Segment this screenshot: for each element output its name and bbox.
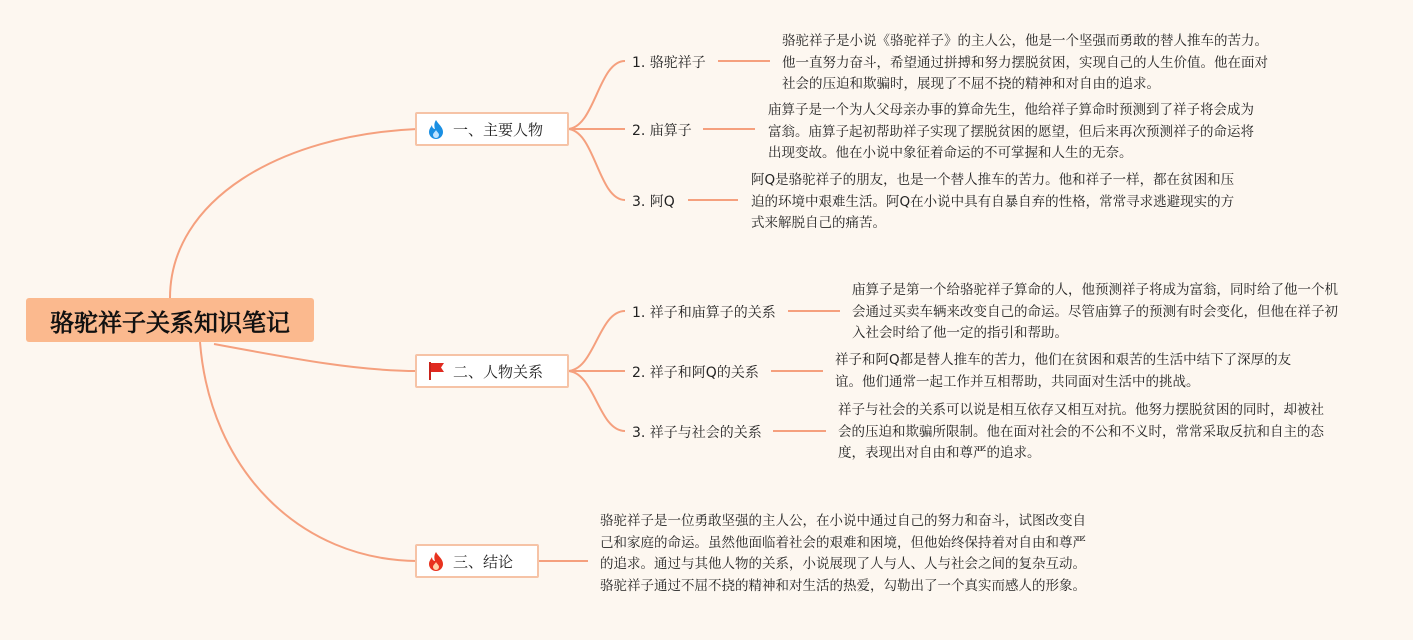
branch-label: 三、结论 bbox=[453, 552, 514, 571]
root-title: 骆驼祥子关系知识笔记 bbox=[50, 308, 290, 337]
subnode-miaosuanzi[interactable]: 2. 庙算子 bbox=[632, 123, 692, 139]
branch-label: 一、主要人物 bbox=[453, 120, 544, 139]
connector-b1-s3 bbox=[567, 129, 625, 200]
connector-root-b1 bbox=[170, 129, 417, 298]
branch-label: 二、人物关系 bbox=[453, 362, 544, 381]
desc-xiangzi: 骆驼祥子是小说《骆驼祥子》的主人公，他是一个坚强而勇敢的替人推车的苦力。他一直努力奋斗，希望通过拼搏和努力摆脱贫困，实现自己的人生价值。他在面对社会的压迫和欺骗时，展现了不屈不挠的精神和对自由的追求。 bbox=[782, 33, 1268, 92]
root-node[interactable] bbox=[26, 298, 314, 342]
desc-miaosuanzi: 庙算子是一个为人父母亲办事的算命先生，他给祥子算命时预测到了祥子将会成为富翁。庙算子起初帮助祥子实现了摆脱贫困的愿望，但后来再次预测祥子的命运将出现变故。他在小说中象征着命运的不可掌握和人生的无奈。 bbox=[768, 102, 1254, 161]
connector-b2-s1 bbox=[567, 311, 625, 371]
red-flame-icon bbox=[427, 551, 447, 571]
connector-root-b2 bbox=[214, 344, 417, 371]
connector-b2-s3 bbox=[567, 371, 625, 431]
subnode-xiangzi-society[interactable]: 3. 祥子与社会的关系 bbox=[632, 425, 762, 441]
branch-relationships[interactable] bbox=[415, 354, 569, 388]
desc-xiangzi-miaosuanzi: 庙算子是第一个给骆驼祥子算命的人，他预测祥子将成为富翁，同时给了他一个机会通过买卖车辆来改变自己的命运。尽管庙算子的预测有时会变化，但他在祥子初入社会时给了他一定的指引和帮助。 bbox=[852, 282, 1338, 341]
branch-conclusion[interactable] bbox=[415, 544, 539, 578]
desc-conclusion: 骆驼祥子是一位勇敢坚强的主人公，在小说中通过自己的努力和奋斗，试图改变自己和家庭的命运。虽然他面临着社会的艰难和困境，但他始终保持着对自由和尊严的追求。通过与其他人物的关系，小说展现了人与人、人与社会之间的复杂互动。骆驼祥子通过不屈不挠的精神和对生活的热爱，勾勒出了一个真实而感人的形象。 bbox=[600, 513, 1086, 594]
desc-xiangzi-aq: 祥子和阿Q都是替人推车的苦力，他们在贫困和艰苦的生活中结下了深厚的友谊。他们通常一起工作并互相帮助，共同面对生活中的挑战。 bbox=[835, 352, 1292, 390]
subnode-xiangzi-miaosuanzi[interactable]: 1. 祥子和庙算子的关系 bbox=[632, 305, 776, 321]
red-flag-icon bbox=[427, 361, 447, 381]
branch-main-characters[interactable] bbox=[415, 112, 569, 146]
subnode-xiangzi-aq[interactable]: 2. 祥子和阿Q的关系 bbox=[632, 365, 759, 381]
desc-xiangzi-society: 祥子与社会的关系可以说是相互依存又相互对抗。他努力摆脱贫困的同时，却被社会的压迫和欺骗所限制。他在面对社会的不公和不义时，常常采取反抗和自主的态度，表现出对自由和尊严的追求。 bbox=[838, 402, 1324, 461]
subnode-xiangzi[interactable]: 1. 骆驼祥子 bbox=[632, 55, 706, 71]
desc-aq: 阿Q是骆驼祥子的朋友，也是一个替人推车的苦力。他和祥子一样，都在贫困和压迫的环境中艰难生活。阿Q在小说中具有自暴自弃的性格，常常寻求逃避现实的方式来解脱自己的痛苦。 bbox=[751, 172, 1235, 231]
connector-b1-s1 bbox=[567, 61, 625, 129]
connector-root-b3 bbox=[200, 342, 417, 561]
blue-flame-icon bbox=[427, 119, 447, 139]
subnode-aq[interactable]: 3. 阿Q bbox=[632, 194, 675, 210]
